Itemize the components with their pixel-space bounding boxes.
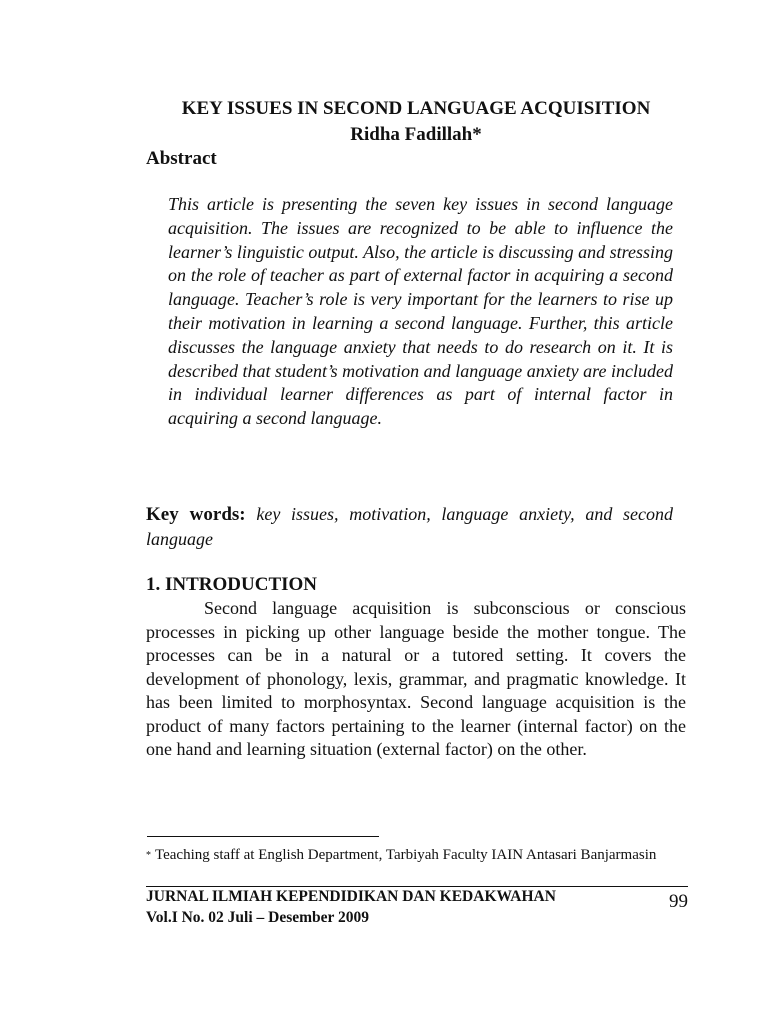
journal-volume: Vol.I No. 02 Juli – Desember 2009 — [146, 909, 370, 926]
abstract-body: This article is presenting the seven key issues in second language acquisition. The issues are recognized to be able to influence the learner’s linguistic output. Also, the article is discussing and stressing on the role of teacher as part of external factor in acquiring a second language. Teacher’s role is very important for the learners to rise up their motivation in learning a second language. Further, this article discusses the language anxiety that needs to do research on it. It is described that student’s motivation and language anxiety are included in individual learner differences as part of internal factor in acquiring a second language. — [168, 194, 673, 429]
footnote-mark: * — [146, 850, 151, 861]
keywords-label: Key words: — [146, 504, 246, 525]
keywords — [146, 502, 673, 551]
article-author: Ridha Fadillah* — [350, 124, 482, 145]
footnote — [146, 845, 686, 866]
page-number: 99 — [669, 891, 688, 912]
keywords-text: key issues, motivation, language anxiety, and second language — [146, 504, 674, 549]
abstract-heading: Abstract — [146, 148, 217, 169]
section-heading-introduction: 1. INTRODUCTION — [146, 574, 318, 595]
journal-name: JURNAL ILMIAH KEPENDIDIKAN DAN KEDAKWAHAN — [146, 888, 556, 905]
footnote-divider — [147, 836, 379, 837]
article-title: KEY ISSUES IN SECOND LANGUAGE ACQUISITION — [181, 98, 651, 119]
footnote-text: Teaching staff at English Department, Tarbiyah Faculty IAIN Antasari Banjarmasin — [155, 847, 657, 863]
introduction-body: Second language acquisition is subconscious or conscious processes in picking up other language beside the mother tongue. The processes can be in a natural or a tutored setting. It covers the development of phonology, lexis, grammar, and pragmatic knowledge. It has been limited to morphosyntax. Second language acquisition is the product of many factors pertaining to the learner (internal factor) on the one hand and learning situation (external factor) on the other. — [146, 598, 686, 759]
